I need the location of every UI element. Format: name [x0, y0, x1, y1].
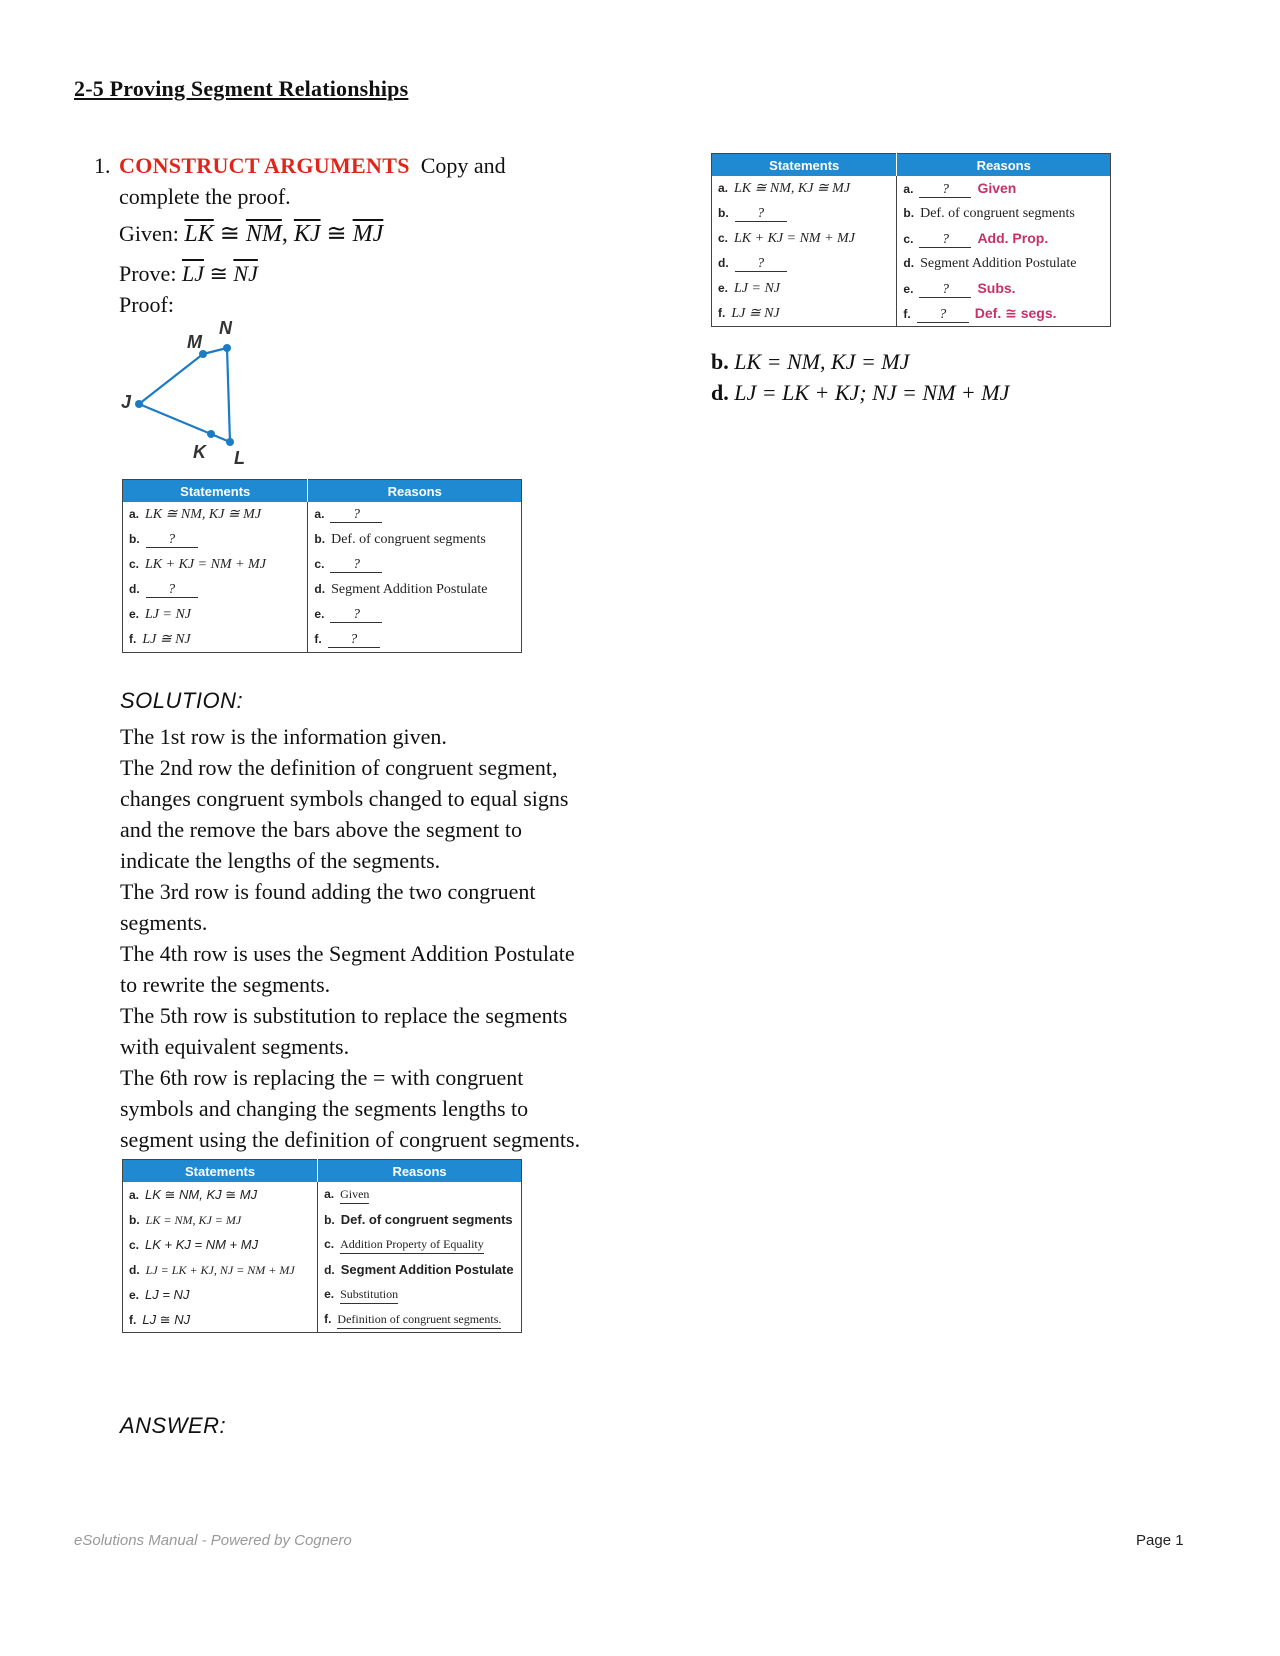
statement-a: LK ≅ NM, KJ ≅ MJ: [734, 181, 851, 196]
solution-table: [122, 1159, 522, 1333]
table-row: a. LK ≅ NM, KJ ≅ MJ a. ? Given: [712, 176, 1111, 201]
table-row: d. ? d. Segment Addition Postulate: [123, 577, 522, 602]
reason-blank-e: ?: [330, 608, 382, 623]
reason-blank-c: ?: [330, 558, 382, 573]
statements-header: Statements: [123, 480, 308, 503]
proof-table: [122, 479, 522, 653]
proof-label: Proof:: [119, 292, 174, 317]
label-m: M: [187, 332, 202, 352]
solution-line: segments.: [120, 910, 208, 935]
table-row: b. LK = NM, KJ = MJ b. Def. of congruent segments: [123, 1207, 522, 1232]
answer-reason-f: Def. ≅ segs.: [974, 304, 1057, 321]
prove-line: Prove: $\overline{LJ}$ ≅ $\overline{NJ}$: [119, 261, 258, 286]
prove-seg-lj: $\overline{LJ}$: [181, 261, 204, 286]
given-seg-mj: $\overline{MJ}$: [352, 221, 384, 247]
statements-header: Statements: [712, 154, 897, 177]
reason-b: Def. of congruent segments: [920, 205, 1075, 221]
solution-line: symbols and changing the segments lengths to: [120, 1096, 529, 1121]
table-row: a. LK ≅ NM, KJ ≅ MJ a. Given: [123, 1182, 522, 1207]
given-seg-nm: $\overline{NM}$: [245, 221, 282, 247]
statement-c: LK + KJ = NM + MJ: [734, 230, 855, 246]
table-row: c. LK + KJ = NM + MJ c. Addition Property of Equality: [123, 1232, 522, 1257]
solution-text: [120, 721, 600, 1155]
solution-line: The 2nd row the definition of congruent segment,: [120, 755, 558, 780]
label-j: J: [121, 392, 132, 412]
reason-d: Segment Addition Postulate: [920, 255, 1077, 271]
reasons-header: Reasons: [318, 1160, 522, 1183]
solution-line: changes congruent symbols changed to equal signs: [120, 786, 569, 811]
solution-line: The 5th row is substitution to replace the segments: [120, 1003, 568, 1028]
statement-c: LK + KJ = NM + MJ: [145, 556, 266, 572]
problem-number: 1.: [94, 153, 111, 178]
table-row: b. ? b. Def. of congruent segments: [123, 527, 522, 552]
prove-label: Prove:: [119, 261, 177, 286]
page-title: 2-5 Proving Segment Relationships: [74, 76, 409, 101]
label-k: K: [193, 442, 206, 462]
point-j: [135, 400, 143, 408]
point-k: [207, 430, 215, 438]
solution-line: indicate the lengths of the segments.: [120, 848, 441, 873]
point-n: [223, 344, 231, 352]
statement-a: LK ≅ NM, KJ ≅ MJ: [145, 507, 262, 522]
table-row: d. ? d. Segment Addition Postulate: [712, 251, 1111, 276]
table-row: c. LK + KJ = NM + MJ c. ?: [123, 552, 522, 577]
solution-line: segment using the definition of congruent segments.: [120, 1127, 581, 1152]
table-row: e. LJ = NJ e. Substitution: [123, 1282, 522, 1307]
triangle-figure: [119, 318, 259, 468]
reasons-header: Reasons: [897, 154, 1111, 177]
answer-line-b: b. LK = NM, KJ = MJ: [711, 349, 910, 374]
page-number: Page 1: [1136, 1532, 1184, 1549]
table-row: b. ? b. Def. of congruent segments: [712, 201, 1111, 226]
answer-line-d: d. LJ = LK + KJ; NJ = NM + MJ: [711, 380, 1010, 405]
reason-blank-a: ?: [330, 508, 382, 523]
answer-reason-e: Subs.: [977, 279, 1016, 296]
problem-intro-line1: [119, 150, 506, 181]
answer-label: ANSWER:: [120, 1413, 227, 1438]
table-row: e. LJ = NJ e. ? Subs.: [712, 276, 1111, 301]
label-n: N: [219, 318, 232, 338]
given-label: Given:: [119, 221, 179, 246]
answer-reason-a: Given: [977, 179, 1017, 196]
prove-seg-nj: $\overline{NJ}$: [233, 261, 258, 286]
problem-label: CONSTRUCT ARGUMENTS: [119, 153, 410, 178]
given-line: Given: $\overline{LK}$ ≅ $\overline{NM}$, $\overline{KJ}$ ≅ $\overline{MJ}$: [119, 221, 384, 247]
table-row: f. LJ ≅ NJ f. ? Def. ≅ segs.: [712, 301, 1111, 327]
table-row: d. LJ = LK + KJ, NJ = NM + MJ d. Segment Addition Postulate: [123, 1257, 522, 1282]
reasons-header: Reasons: [308, 480, 522, 503]
solution-line: to rewrite the segments.: [120, 972, 331, 997]
solution-line: The 6th row is replacing the = with congruent: [120, 1065, 524, 1090]
footer-source: eSolutions Manual - Powered by Cognero: [74, 1532, 352, 1549]
statement-f: LJ ≅ NJ: [142, 632, 191, 647]
table-row: f. LJ ≅ NJ f. Definition of congruent segments.: [123, 1307, 522, 1333]
table-row: a. LK ≅ NM, KJ ≅ MJ a. ?: [123, 502, 522, 527]
answered-proof-table: [711, 153, 1111, 327]
reason-blank-f: ?: [328, 633, 380, 648]
statement-blank-b: ?: [146, 533, 198, 548]
given-seg-kj: $\overline{KJ}$: [293, 221, 321, 247]
reason-d: Segment Addition Postulate: [331, 581, 488, 597]
problem-intro-a: Copy and: [420, 153, 506, 178]
solution-line: The 1st row is the information given.: [120, 724, 447, 749]
solution-label: SOLUTION:: [120, 688, 244, 713]
statements-header: Statements: [123, 1160, 318, 1183]
table-row: c. LK + KJ = NM + MJ c. ? Add. Prop.: [712, 226, 1111, 251]
label-l: L: [234, 448, 245, 468]
solution-line: The 3rd row is found adding the two congruent: [120, 879, 536, 904]
statement-e: LJ = NJ: [734, 280, 781, 296]
given-seg-lk: $\overline{LK}$: [184, 221, 214, 247]
solution-line: with equivalent segments.: [120, 1034, 350, 1059]
table-row: e. LJ = NJ e. ?: [123, 602, 522, 627]
statement-f: LJ ≅ NJ: [731, 306, 780, 321]
statement-blank-d: ?: [146, 583, 198, 598]
point-l: [226, 438, 234, 446]
solution-line: The 4th row is uses the Segment Addition Postulate: [120, 941, 575, 966]
answer-reason-c: Add. Prop.: [977, 229, 1049, 246]
statement-e: LJ = NJ: [145, 606, 192, 622]
reason-b: Def. of congruent segments: [331, 531, 486, 547]
solution-line: and the remove the bars above the segment to: [120, 817, 522, 842]
problem-intro-b: complete the proof.: [119, 184, 291, 209]
table-row: f. LJ ≅ NJ f. ?: [123, 627, 522, 653]
